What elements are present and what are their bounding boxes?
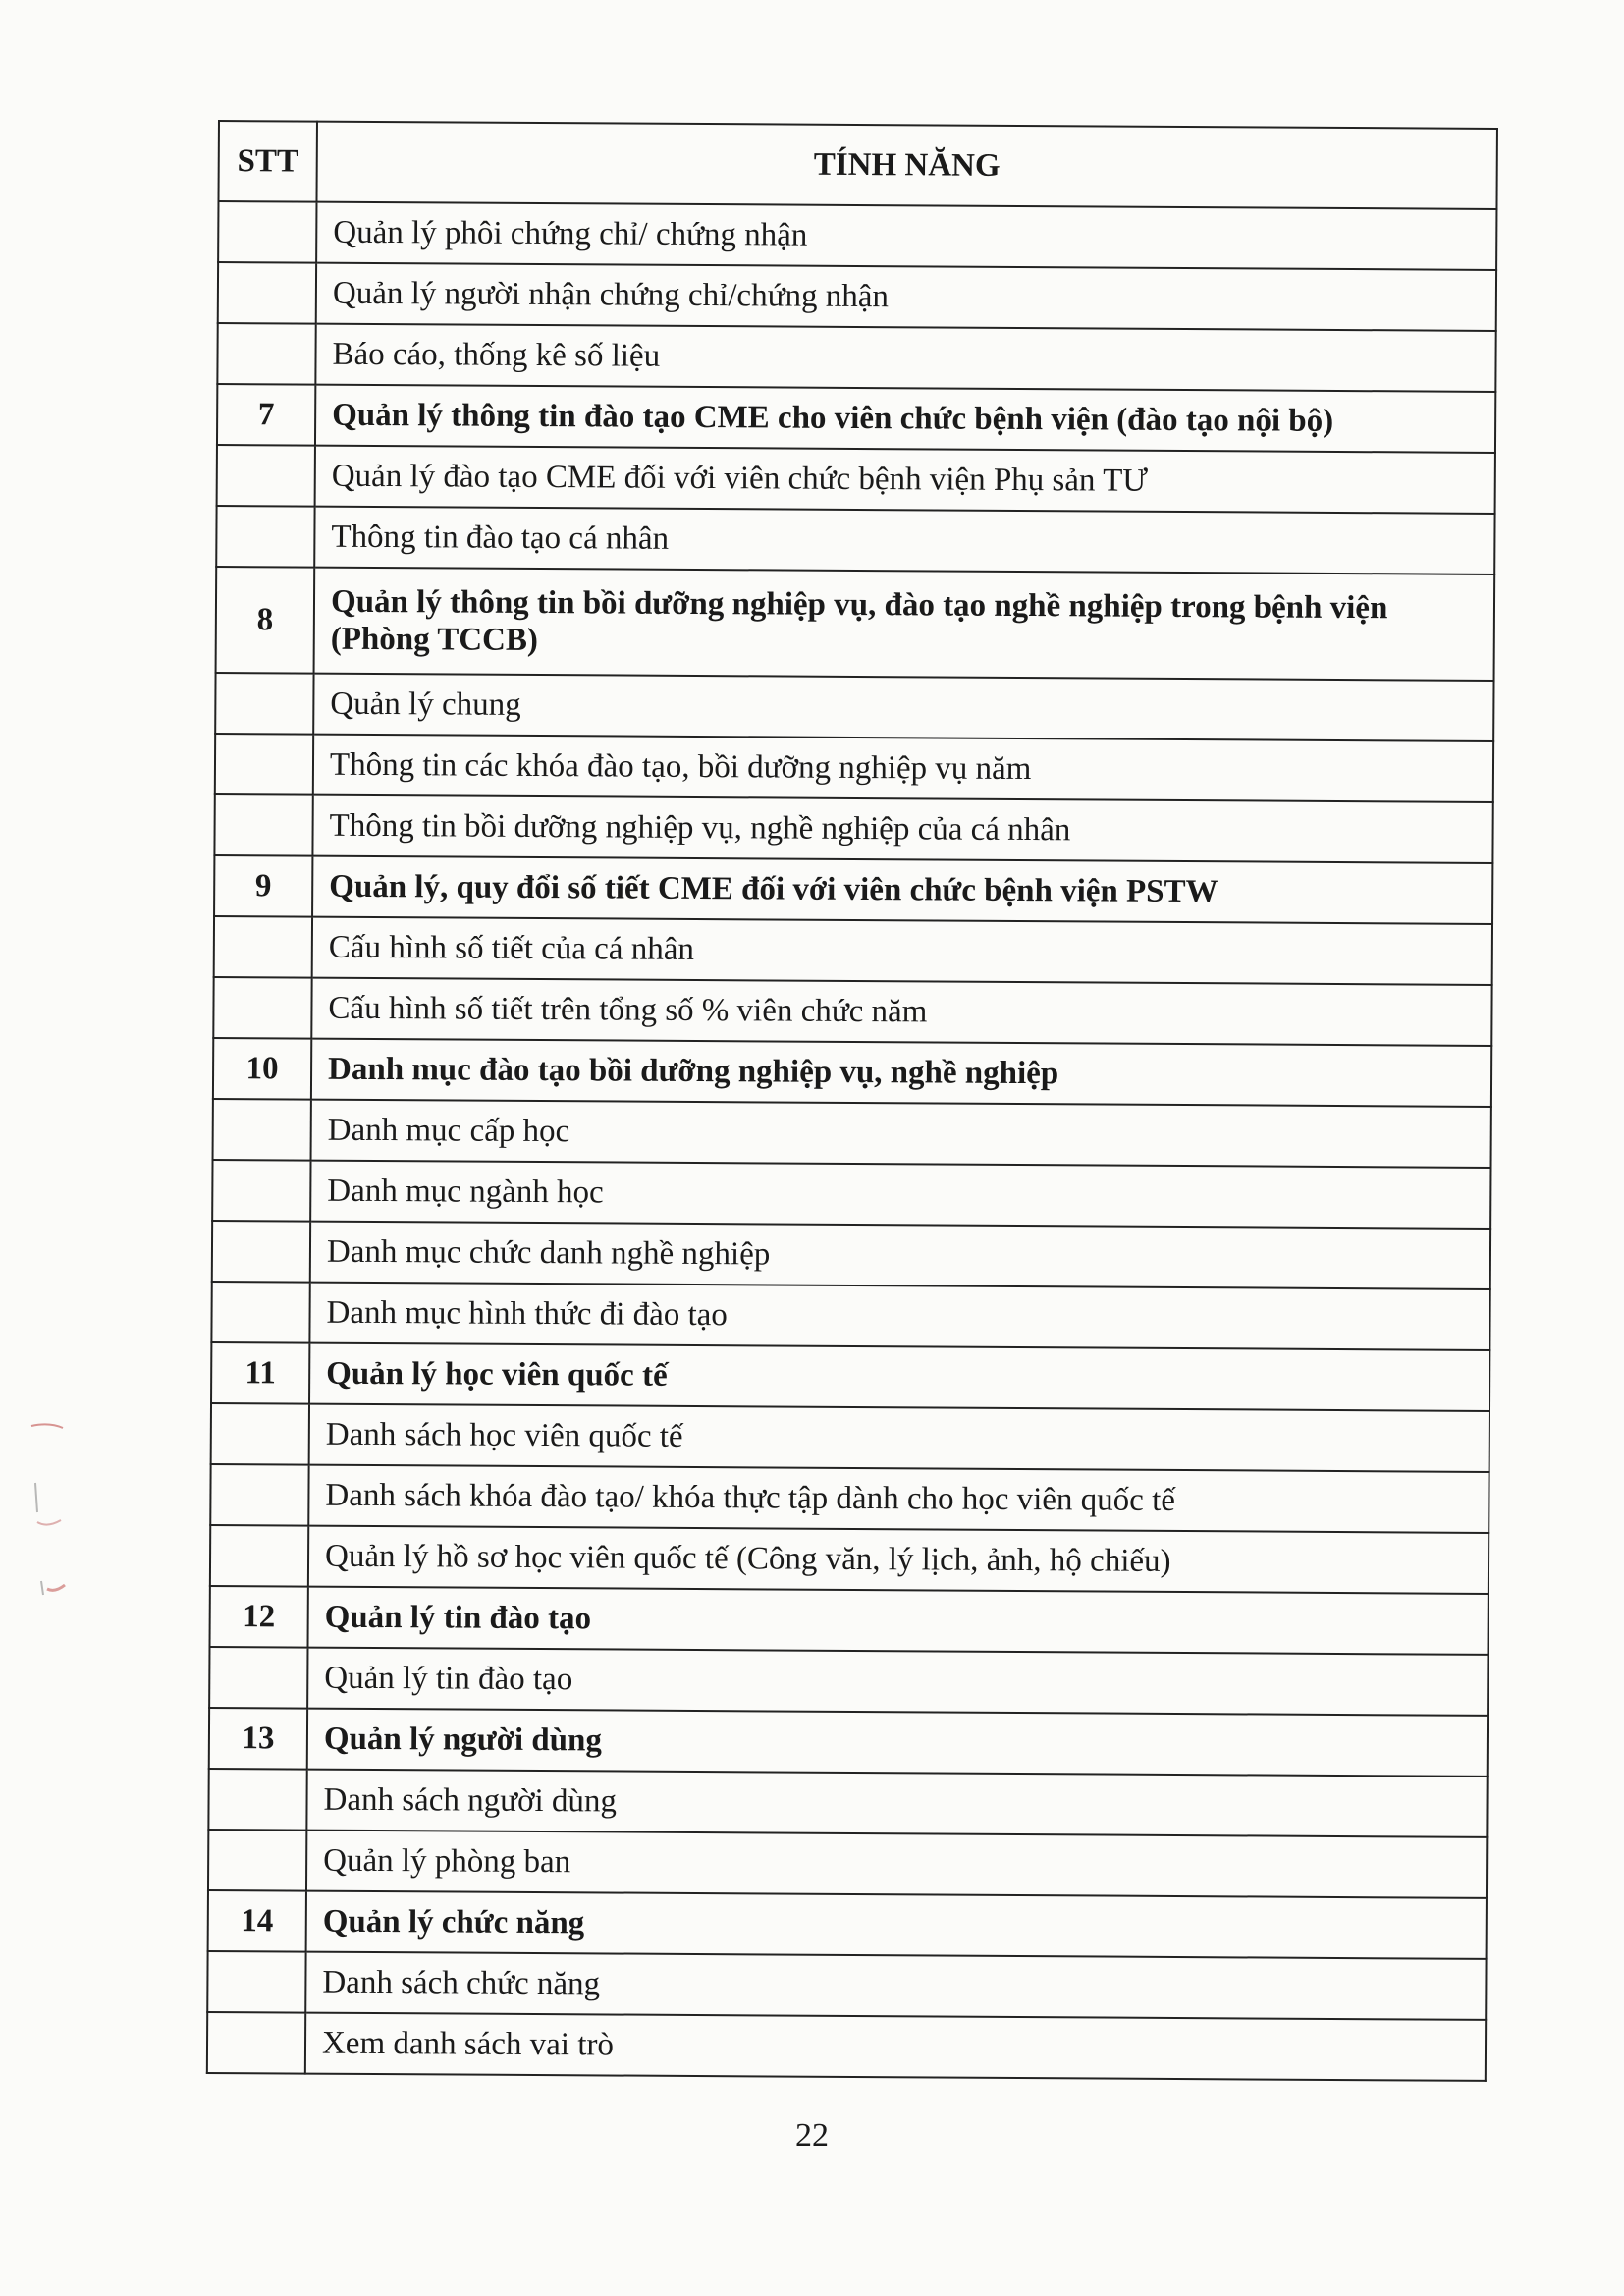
row-stt: 7 xyxy=(217,384,315,446)
feature-row xyxy=(212,1221,1490,1289)
feature-name: Thông tin bồi dưỡng nghiệp vụ, nghề nghiệp của cá nhân xyxy=(312,795,1492,863)
row-stt xyxy=(217,323,315,385)
feature-row xyxy=(214,794,1492,863)
feature-name: Quản lý phôi chứng chỉ/ chứng nhận xyxy=(316,202,1496,270)
feature-name: Quản lý phòng ban xyxy=(306,1831,1487,1898)
feature-name: Danh mục ngành học xyxy=(310,1161,1490,1229)
feature-name: Xem danh sách vai trò xyxy=(305,2013,1486,2081)
row-stt: 12 xyxy=(210,1586,308,1648)
row-stt: 9 xyxy=(214,855,312,917)
feature-row xyxy=(213,1099,1491,1168)
feature-row xyxy=(211,1403,1489,1472)
row-stt xyxy=(210,1464,308,1526)
table-header-row xyxy=(218,121,1496,209)
feature-row xyxy=(213,977,1491,1046)
row-stt: 13 xyxy=(209,1708,307,1770)
row-stt xyxy=(214,794,312,856)
row-stt xyxy=(212,1160,310,1222)
section-row xyxy=(214,855,1492,924)
feature-row xyxy=(210,1525,1489,1594)
feature-row xyxy=(212,1160,1490,1229)
row-stt xyxy=(212,1221,310,1283)
feature-row xyxy=(218,262,1496,331)
feature-name: Danh mục chức danh nghề nghiệp xyxy=(310,1222,1490,1289)
section-title: Quản lý học viên quốc tế xyxy=(309,1343,1489,1411)
feature-name: Danh sách học viên quốc tế xyxy=(309,1404,1489,1472)
row-stt xyxy=(211,1403,309,1465)
feature-row xyxy=(208,1830,1487,1898)
feature-row xyxy=(211,1282,1489,1350)
header-stt: STT xyxy=(218,121,316,202)
feature-name: Quản lý hồ sơ học viên quốc tế (Công văn, lý lịch, ảnh, hộ chiếu) xyxy=(308,1526,1489,1594)
row-stt xyxy=(214,916,312,978)
section-title: Quản lý thông tin bồi dưỡng nghiệp vụ, đào tạo nghề nghiệp trong bệnh viện (Phòng TCCB) xyxy=(314,568,1495,681)
feature-name: Danh sách chức năng xyxy=(305,1952,1486,2020)
row-stt xyxy=(209,1647,307,1709)
feature-name: Cấu hình số tiết trên tổng số % viên chức năm xyxy=(311,978,1491,1046)
row-stt xyxy=(207,1951,305,2013)
row-stt: 11 xyxy=(211,1342,309,1404)
feature-row xyxy=(215,673,1493,741)
row-stt: 10 xyxy=(213,1038,311,1100)
row-stt: 14 xyxy=(208,1890,306,1952)
feature-name: Quản lý đào tạo CME đối với viên chức bệnh viện Phụ sản TƯ xyxy=(315,446,1495,514)
feature-row xyxy=(208,1769,1487,1837)
row-stt xyxy=(218,262,316,324)
row-stt xyxy=(207,2012,305,2074)
feature-name: Quản lý tin đào tạo xyxy=(307,1648,1488,1716)
section-row xyxy=(209,1708,1488,1777)
feature-row xyxy=(207,1951,1486,2020)
row-stt xyxy=(213,1099,311,1161)
feature-name: Quản lý người nhận chứng chỉ/chứng nhận xyxy=(316,263,1496,331)
feature-row xyxy=(217,323,1495,392)
feature-row xyxy=(210,1464,1489,1533)
feature-name: Danh sách khóa đào tạo/ khóa thực tập dành cho học viên quốc tế xyxy=(308,1465,1489,1533)
feature-name: Thông tin các khóa đào tạo, bồi dưỡng nghiệp vụ năm xyxy=(313,735,1493,802)
features-table xyxy=(206,120,1498,2082)
section-title: Quản lý, quy đổi số tiết CME đối với viên chức bệnh viện PSTW xyxy=(312,856,1492,924)
feature-row xyxy=(216,506,1494,574)
feature-name: Danh sách người dùng xyxy=(306,1770,1487,1837)
row-stt xyxy=(210,1525,308,1587)
feature-name: Cấu hình số tiết của cá nhân xyxy=(312,917,1492,985)
section-row xyxy=(213,1038,1491,1107)
row-stt xyxy=(211,1282,309,1343)
row-stt xyxy=(208,1830,306,1891)
scan-mark-decoration xyxy=(26,1414,84,1709)
row-stt xyxy=(208,1769,306,1831)
header-feature: TÍNH NĂNG xyxy=(316,122,1496,209)
feature-name: Quản lý chung xyxy=(313,674,1493,741)
section-row xyxy=(217,384,1495,453)
row-stt xyxy=(215,673,313,735)
feature-name: Thông tin đào tạo cá nhân xyxy=(314,507,1494,574)
section-row xyxy=(210,1586,1489,1655)
feature-name: Danh mục cấp học xyxy=(311,1100,1491,1168)
row-stt xyxy=(218,201,316,263)
table-body xyxy=(207,201,1497,2081)
feature-name: Danh mục hình thức đi đào tạo xyxy=(309,1283,1489,1350)
section-title: Danh mục đào tạo bồi dưỡng nghiệp vụ, nghề nghiệp xyxy=(311,1039,1491,1107)
feature-name: Báo cáo, thống kê số liệu xyxy=(315,324,1495,392)
feature-row xyxy=(207,2012,1486,2081)
row-stt xyxy=(216,506,314,568)
section-row xyxy=(211,1342,1489,1411)
section-title: Quản lý người dùng xyxy=(307,1709,1488,1777)
page-number: 22 xyxy=(795,2117,829,2154)
row-stt xyxy=(217,445,315,507)
feature-row xyxy=(217,445,1495,514)
row-stt xyxy=(215,734,313,795)
row-stt xyxy=(213,977,311,1039)
section-row xyxy=(216,567,1495,681)
feature-row xyxy=(215,734,1493,802)
section-row xyxy=(208,1890,1487,1959)
section-title: Quản lý chức năng xyxy=(306,1891,1487,1959)
feature-row xyxy=(214,916,1492,985)
section-title: Quản lý thông tin đào tạo CME cho viên chức bệnh viện (đào tạo nội bộ) xyxy=(315,385,1495,453)
feature-row xyxy=(218,201,1496,270)
row-stt: 8 xyxy=(216,567,315,674)
feature-row xyxy=(209,1647,1488,1716)
section-title: Quản lý tin đào tạo xyxy=(307,1587,1488,1655)
